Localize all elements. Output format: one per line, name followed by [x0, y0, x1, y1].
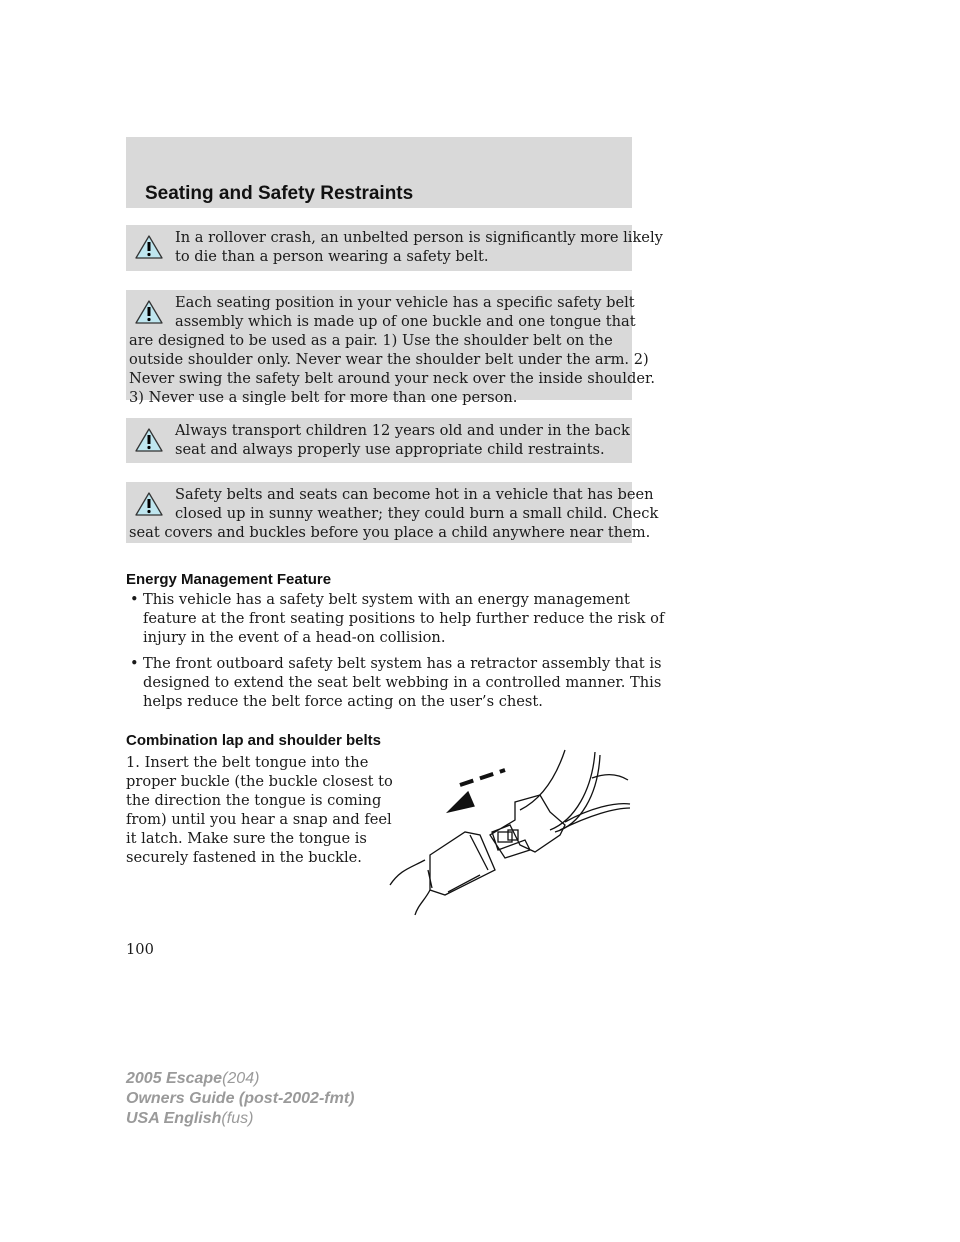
warning-text-line: assembly which is made up of one buckle and one tongue that — [175, 313, 636, 330]
instruction-text-line: 1. Insert the belt tongue into the — [126, 754, 369, 771]
energy-heading: Energy Management Feature — [126, 571, 332, 588]
warning-text-line: Safety belts and seats can become hot in a vehicle that has been — [175, 486, 654, 503]
warning-text-line: to die than a person wearing a safety belt. — [175, 248, 489, 265]
page-number: 100 — [126, 941, 154, 958]
warning-box — [126, 482, 659, 543]
instruction-text-line: proper buckle (the buckle closest to — [126, 773, 393, 790]
warning-icon — [134, 234, 164, 260]
bullet-text-line: injury in the event of a head-on collision. — [143, 629, 446, 646]
bullet-icon: • — [130, 655, 139, 672]
seat-belt-buckle-illustration — [370, 740, 640, 920]
bullet-icon: • — [130, 591, 139, 608]
warning-text-line: outside shoulder only. Never wear the shoulder belt under the arm. 2) — [129, 351, 649, 368]
footer-guide: Owners Guide (post-2002-fmt) — [126, 1090, 355, 1107]
footer-lang-code: (fus) — [221, 1110, 254, 1127]
warning-text-line: Always transport children 12 years old and under in the back — [175, 422, 630, 439]
footer-code: (204) — [222, 1070, 260, 1087]
warning-text-line: Never swing the safety belt around your neck over the inside shoulder. — [129, 370, 655, 387]
section-title: Seating and Safety Restraints — [145, 183, 414, 204]
warning-box — [126, 290, 655, 406]
bullet-text-line: This vehicle has a safety belt system with an energy management — [143, 591, 630, 608]
warning-text-line: closed up in sunny weather; they could burn a small child. Check — [175, 505, 659, 522]
instruction-text-line: securely fastened in the buckle. — [126, 849, 362, 866]
warning-icon — [134, 427, 164, 453]
bullet-text-line: helps reduce the belt force acting on the user’s chest. — [143, 693, 543, 710]
warning-text-line: seat covers and buckles before you place a child anywhere near them. — [129, 524, 651, 541]
warning-text-line: Each seating position in your vehicle has a specific safety belt — [175, 294, 635, 311]
bullet-text-line: designed to extend the seat belt webbing in a controlled manner. This — [143, 674, 662, 691]
footer — [126, 1069, 354, 1129]
warning-text-line: 3) Never use a single belt for more than one person. — [129, 389, 518, 406]
combo-heading: Combination lap and shoulder belts — [126, 732, 382, 749]
bullet-text-line: The front outboard safety belt system has a retractor assembly that is — [143, 655, 662, 672]
instruction-text-line: from) until you hear a snap and feel — [126, 811, 392, 828]
instruction-text-line: it latch. Make sure the tongue is — [126, 830, 367, 847]
section-header — [126, 137, 632, 208]
warning-text-line: seat and always properly use appropriate child restraints. — [175, 441, 605, 458]
warning-text-line: are designed to be used as a pair. 1) Use the shoulder belt on the — [129, 332, 613, 349]
footer-model: 2005 Escape — [126, 1070, 223, 1087]
warning-icon — [134, 491, 164, 517]
warning-box — [126, 418, 632, 463]
warning-icon — [134, 299, 164, 325]
footer-language: USA English — [126, 1110, 222, 1127]
warning-text-line: In a rollover crash, an unbelted person is significantly more likely — [175, 229, 663, 246]
bullet-text-line: feature at the front seating positions to help further reduce the risk of — [143, 610, 665, 627]
instruction-text-line: the direction the tongue is coming — [126, 792, 382, 809]
warning-box — [126, 225, 663, 271]
